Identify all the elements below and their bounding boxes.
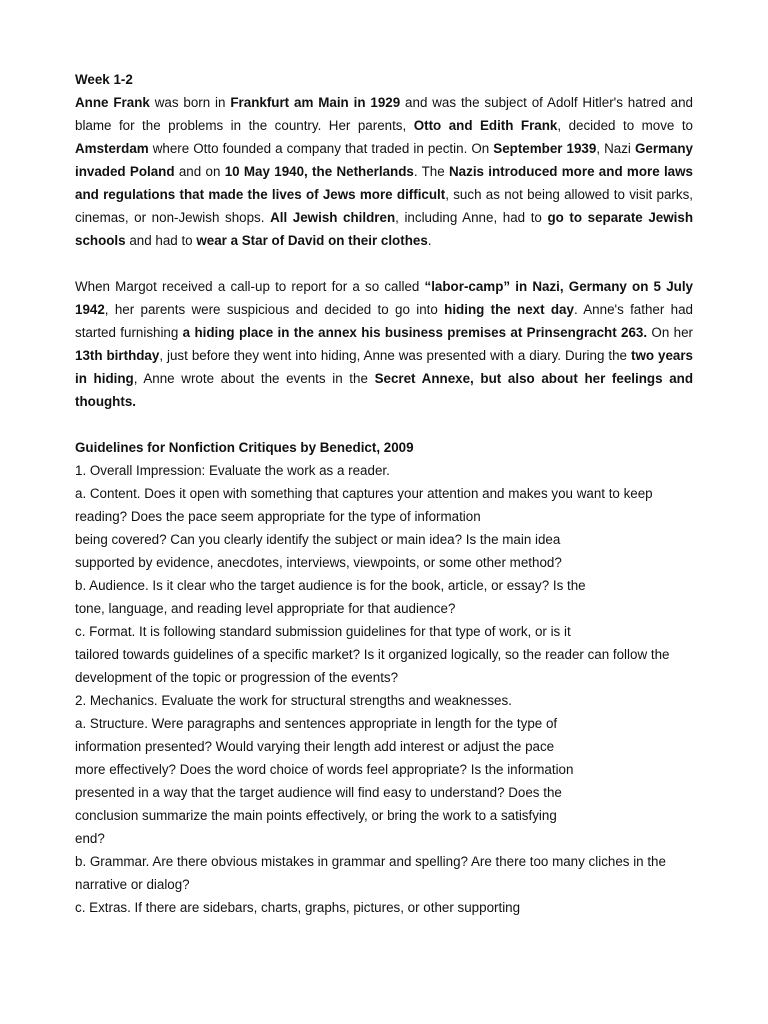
paragraph-spacer	[75, 413, 693, 436]
paragraph-anne-frank-background	[75, 91, 693, 252]
guideline-line: a. Content. Does it open with something that captures your attention and makes you want to keep reading? Does the pace seem appropriate for the type of information	[75, 486, 653, 524]
text-run: where Otto founded a company that traded in pectin. On	[148, 141, 494, 156]
guideline-line: c. Extras. If there are sidebars, charts, graphs, pictures, or other supporting	[75, 900, 521, 915]
bold-text-run: All Jewish children	[270, 210, 396, 225]
text-run: , such as not being allowed to visit parks, cinemas, or non-Jewish shops.	[75, 187, 693, 225]
bold-text-run: Germany invaded Poland	[75, 141, 694, 179]
bold-text-run: 13th birthday	[75, 348, 160, 363]
guidelines-heading: Guidelines for Nonfiction Critiques by Benedict, 2009	[75, 440, 414, 455]
bold-text-run: wear a Star of David on their clothes	[196, 233, 428, 248]
guideline-line: b. Audience. Is it clear who the target audience is for the book, article, or essay? Is the	[75, 578, 586, 593]
bold-text-run: Secret Annexe, but also about her feelings and thoughts.	[75, 371, 693, 409]
bold-text-run: hiding the next day	[444, 302, 574, 317]
guideline-line: c. Format. It is following standard submission guidelines for that type of work, or is it	[75, 624, 571, 639]
bold-text-run: 10 May 1940, the Netherlands	[224, 164, 414, 179]
text-run: , just before they went into hiding, Anne was presented with a diary. During the	[159, 348, 631, 363]
guideline-line: b. Grammar. Are there obvious mistakes in grammar and spelling? Are there too many cliches in the narrative or dialog?	[75, 854, 666, 892]
bold-text-run: a hiding place in the annex his business premises at Prinsengracht 263.	[182, 325, 648, 340]
text-run: .	[427, 233, 432, 248]
text-run: , including Anne, had to	[395, 210, 548, 225]
guideline-line: end?	[75, 831, 105, 846]
bold-text-run: September 1939	[493, 141, 597, 156]
guideline-line: being covered? Can you clearly identify the subject or main idea? Is the main idea	[75, 532, 561, 547]
text-run: When Margot received a call-up to report for a so called	[75, 279, 425, 294]
guideline-line: conclusion summarize the main points effectively, or bring the work to a satisfying	[75, 808, 557, 823]
text-run: , Nazi	[596, 141, 635, 156]
bold-text-run: two years in hiding	[75, 348, 694, 386]
bold-text-run: Otto and Edith Frank	[413, 118, 558, 133]
guideline-line: information presented? Would varying their length add interest or adjust the pace	[75, 739, 555, 754]
guideline-line: tailored towards guidelines of a specific market? Is it organized logically, so the reader can follow the development of the topic or progression of the events?	[75, 647, 670, 685]
guideline-line: more effectively? Does the word choice of words feel appropriate? Is the information	[75, 762, 574, 777]
text-run: was born in	[149, 95, 231, 110]
guideline-line: 2. Mechanics. Evaluate the work for structural strengths and weaknesses.	[75, 693, 512, 708]
week-heading: Week 1-2	[75, 72, 133, 87]
text-run: and was the subject of Adolf Hitler's hatred and blame for the problems in the country. Her parents,	[75, 95, 693, 133]
guideline-line: 1. Overall Impression: Evaluate the work as a reader.	[75, 463, 390, 478]
paragraph-hiding	[75, 275, 693, 413]
guideline-line: tone, language, and reading level appropriate for that audience?	[75, 601, 456, 616]
bold-text-run: “labor-camp” in Nazi, Germany on 5 July 1942	[75, 279, 693, 317]
bold-text-run: Frankfurt am Main in 1929	[230, 95, 401, 110]
guideline-line: a. Structure. Were paragraphs and sentences appropriate in length for the type of	[75, 716, 558, 731]
text-run: and had to	[125, 233, 197, 248]
bold-text-run: go to separate Jewish schools	[75, 210, 694, 248]
bold-text-run: Nazis introduced more and more laws and regulations that made the lives of Jews more difficult	[75, 164, 693, 202]
text-run: . Anne's father had started furnishing	[75, 302, 693, 340]
text-run: . The	[413, 164, 449, 179]
document-page	[75, 68, 693, 919]
text-run: On her	[647, 325, 693, 340]
bold-text-run: Amsterdam	[75, 141, 149, 156]
paragraph-spacer	[75, 252, 693, 275]
text-run: , her parents were suspicious and decided to go into	[104, 302, 445, 317]
guidelines-list	[75, 459, 693, 919]
text-run: , decided to move to	[557, 118, 693, 133]
text-run: , Anne wrote about the events in the	[133, 371, 375, 386]
text-run: and on	[174, 164, 225, 179]
bold-text-run: Anne Frank	[75, 95, 150, 110]
guideline-line: supported by evidence, anecdotes, interviews, viewpoints, or some other method?	[75, 555, 562, 570]
guideline-line: presented in a way that the target audience will find easy to understand? Does the	[75, 785, 562, 800]
